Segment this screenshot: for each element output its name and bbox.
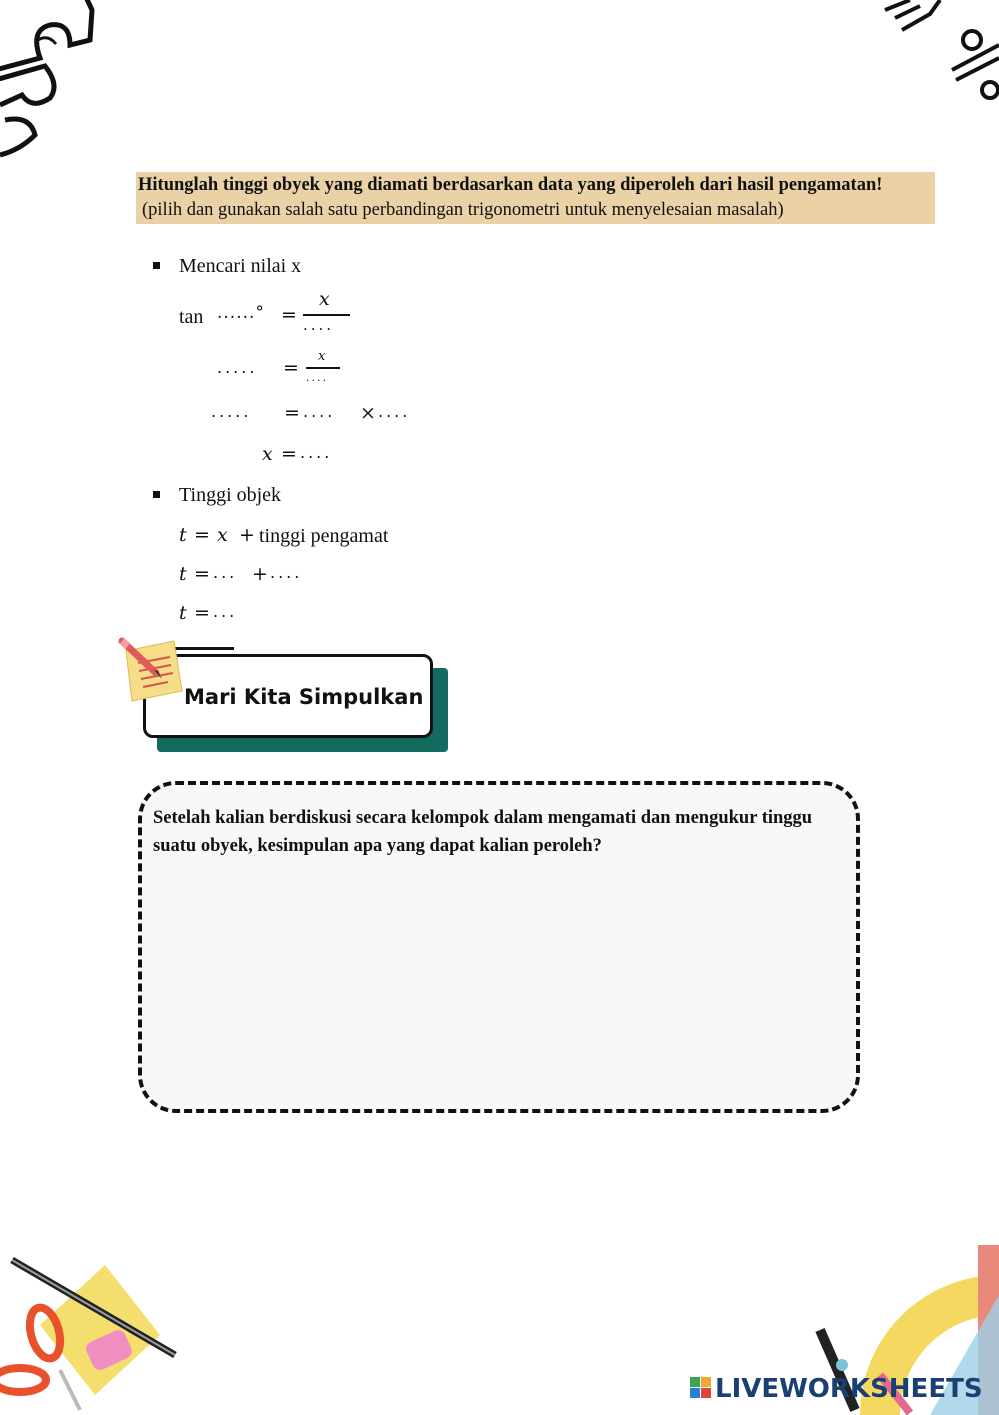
instruction-subtitle: (pilih dan gunakan salah satu perbandingan trigonometri untuk menyelesaian masalah)	[142, 200, 784, 220]
factor-blank-2: ....	[378, 402, 411, 421]
observer-height-label: tinggi pengamat	[259, 525, 389, 547]
logo-grid-icon	[690, 1377, 712, 1399]
equals-sign: =	[281, 443, 297, 465]
section-x-heading: Mencari nilai x	[179, 255, 302, 277]
equals-sign: =	[283, 357, 299, 379]
tan-label: tan	[179, 306, 204, 328]
var-t: t	[179, 602, 187, 624]
stationery-decoration	[0, 1255, 190, 1415]
var-x: x	[217, 524, 228, 546]
var-t: t	[179, 524, 187, 546]
equals-sign: =	[194, 602, 210, 624]
section-t-heading: Tinggi objek	[179, 484, 282, 506]
numerator-x-small: x	[318, 349, 326, 364]
blank-term-1: ...	[213, 563, 238, 582]
math-symbols-decoration	[880, 0, 999, 105]
conclusion-title: Mari Kita Simpulkan	[184, 685, 424, 709]
equals-sign: =	[284, 402, 300, 424]
fraction-line-small	[306, 367, 340, 369]
var-t: t	[179, 563, 187, 585]
times-sign: ×	[360, 402, 376, 424]
logo-text: LIVEWORKSHEETS	[715, 1374, 983, 1404]
equals-sign: =	[194, 563, 210, 585]
final-blank: ...	[213, 602, 238, 621]
liveworksheets-logo	[690, 1374, 983, 1404]
notepad-pencil-icon	[116, 633, 186, 703]
instruction-banner	[136, 172, 935, 224]
blank-line2: .....	[217, 358, 258, 377]
plus-sign: +	[239, 524, 255, 546]
plus-sign: +	[252, 563, 268, 585]
factor-blank-1: ....	[303, 402, 336, 421]
result-x-blank: ....	[300, 443, 333, 462]
denominator-blank-small: ....	[306, 371, 328, 384]
equals-sign: =	[281, 304, 297, 326]
result-x: x	[262, 443, 273, 465]
bullet-icon	[153, 262, 160, 269]
blank-line3: .....	[211, 402, 252, 421]
numerator-x: x	[319, 288, 330, 310]
bullet-icon	[153, 491, 160, 498]
conclusion-prompt: Setelah kalian berdiskusi secara kelompok dalam mengamati dan mengukur tinggu suatu obyek, kesimpulan apa yang dapat kalian peroleh?	[153, 808, 813, 856]
puzzle-piece-decoration	[0, 0, 100, 165]
blank-term-2: ....	[270, 563, 303, 582]
instruction-title: Hitunglah tinggi obyek yang diamati berdasarkan data yang diperoleh dari hasil pengamatan!	[138, 175, 883, 195]
denominator-blank: ....	[303, 316, 335, 334]
blank-degree: ......°	[217, 303, 265, 323]
equals-sign: =	[194, 524, 210, 546]
